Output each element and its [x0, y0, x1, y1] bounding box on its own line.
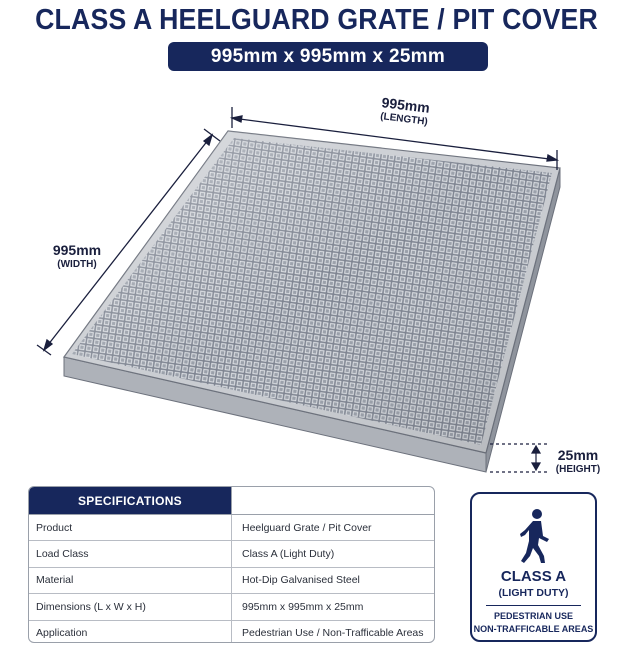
- table-row: [29, 594, 434, 620]
- spec-value: Class A (Light Duty): [231, 541, 434, 566]
- badge-divider: [486, 605, 581, 606]
- table-row: [29, 515, 434, 541]
- spec-key: Material: [36, 574, 74, 587]
- pedestrian-icon: [516, 508, 554, 564]
- badge-use-line-1: PEDESTRIAN USE: [493, 611, 573, 621]
- table-row: [29, 621, 434, 643]
- length-value: 995mm: [380, 94, 431, 116]
- spec-key: Product: [36, 521, 73, 534]
- length-caption: (LENGTH): [379, 111, 429, 128]
- badge-duty: (LIGHT DUTY): [498, 587, 569, 599]
- specifications-header-row: [29, 487, 434, 515]
- width-label: [32, 242, 122, 270]
- size-banner: 995mm x 995mm x 25mm: [168, 42, 488, 71]
- height-label: [546, 447, 610, 475]
- height-dimension-line: [490, 444, 548, 472]
- badge-class: CLASS A: [500, 568, 567, 585]
- specifications-header: SPECIFICATIONS: [29, 487, 231, 514]
- page-title: CLASS A HEELGUARD GRATE / PIT COVER: [35, 4, 598, 36]
- width-value: 995mm: [52, 242, 102, 258]
- table-row: [29, 541, 434, 567]
- height-caption: (HEIGHT): [555, 464, 601, 475]
- spec-key: Load Class: [36, 548, 89, 561]
- spec-key: Application: [36, 627, 88, 640]
- specifications-table: [28, 486, 435, 643]
- spec-value: Pedestrian Use / Non-Trafficable Areas: [231, 621, 434, 643]
- height-value: 25mm: [557, 447, 599, 463]
- load-class-badge: [470, 492, 597, 642]
- spec-key: Dimensions (L x W x H): [36, 600, 146, 613]
- spec-value: 995mm x 995mm x 25mm: [231, 594, 434, 619]
- spec-value: Hot-Dip Galvanised Steel: [231, 568, 434, 593]
- spec-value: Heelguard Grate / Pit Cover: [231, 515, 434, 540]
- width-caption: (WIDTH): [57, 259, 97, 270]
- table-row: [29, 568, 434, 594]
- badge-use-line-2: NON-TRAFFICABLE AREAS: [473, 624, 594, 634]
